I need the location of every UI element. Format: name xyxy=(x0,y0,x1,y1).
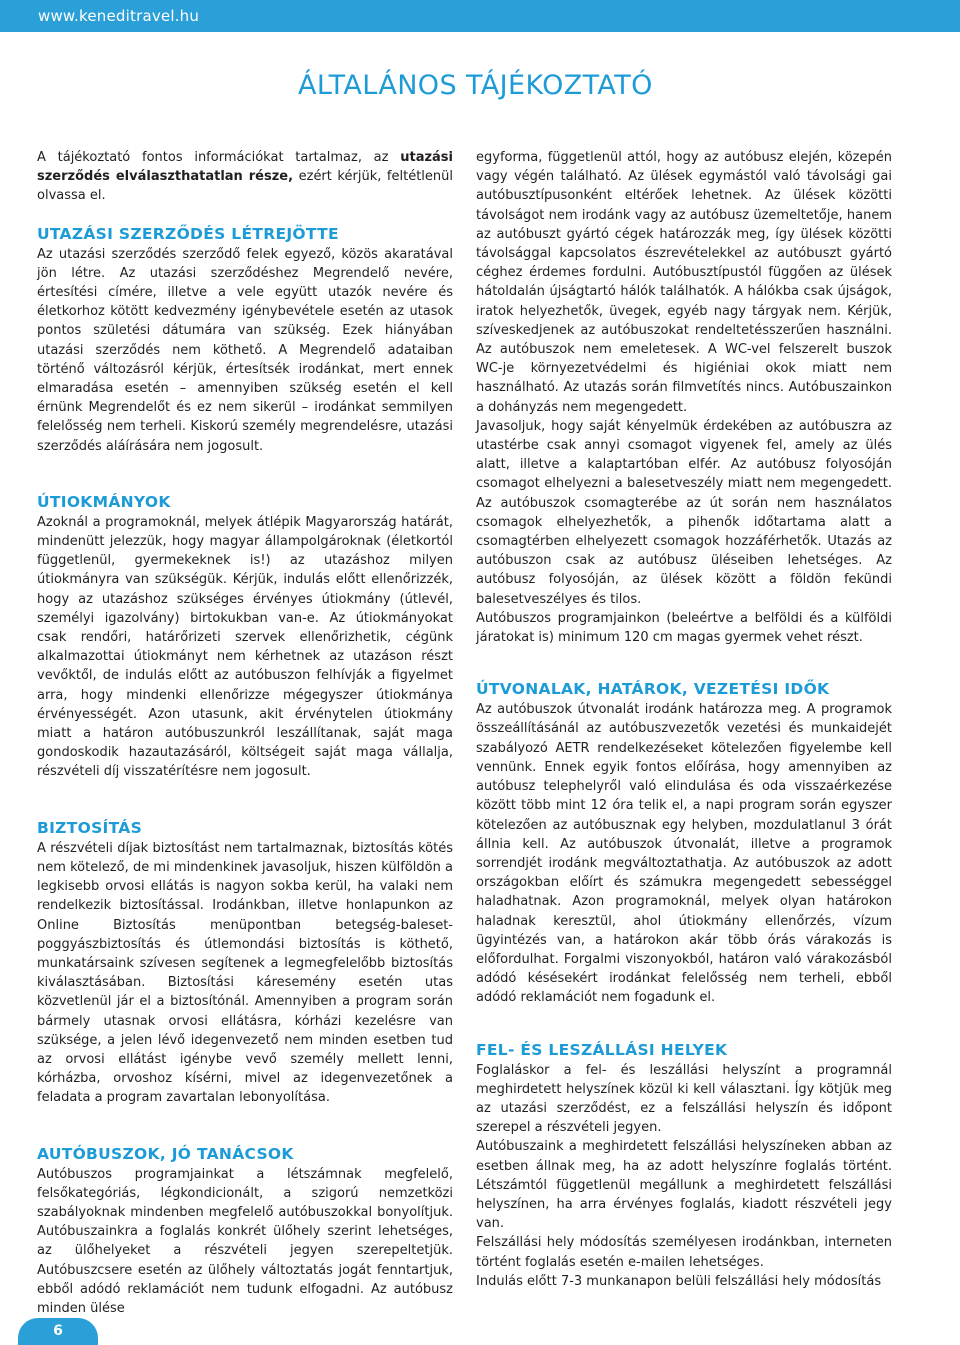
section-body-biztositas: A részvételi díjak biztosítást nem tartalmaznak, biztosítás kötés nem kötelező, de mi mindenkinek javasoljuk, hiszen külföldön a legkisebb orvosi ellátás is nagyon sokba kerül, ha valaki nem rendelkezik biztosítással. Irodánkban, illetve honlapunkon az Online Biztosítás menüpontban betegség-baleset-poggyászbiztosítás és útlemondási biztosítás is köthető, munkatársaink szívesen segítenek a legmegfelelőbb biztosítás kiválasztásában. Biztosítási káresemény esetén utas közvetlenül jár el a biztosítónál. Amennyiben a program során bármely utasnak orvosi ellátásra, kórházi kezelésre van szüksége, a jelen lévő idegenvezető nem minden esetben tud az orvosi ellátást igénybe vevő személy mellett lenni, kórházba, orvoshoz kísérni, mivel az idegenvezetőnek a feladata a program zavartalan lebonyolítása. xyxy=(37,840,453,1106)
section-heading-felszallasi: FEL- ÉS LESZÁLLÁSI HELYEK xyxy=(476,1040,728,1059)
section-heading-utiokmanyok: ÚTIOKMÁNYOK xyxy=(37,492,171,511)
section-body-szerzodes: Az utazási szerződés szerződő felek egyező, közös akaratával jön létre. Az utazási szerződéshez Megrendelő nevére, értesítési címére, illetve a vele együtt utazók nevére és életkorhoz kötött kedvezmény igénybevétele esetén az utasok pontos születési dátumára van szükség. Ezek hiányában utazási szerződés nem köthető. A Megrendelő adataiban történő változásról kérjük, értesítsék irodánkat, mert ennek elmaradása esetén – amennyiben szükség esetén el kell érnünk Megrendelőt és ez nem sikerül – irodánkat semmilyen felelősség nem terheli. Kiskorú személy megrendelésre, utazási szerződés aláírására nem jogosult. xyxy=(37,246,453,454)
right-column xyxy=(476,148,892,1291)
intro-paragraph xyxy=(37,148,453,206)
left-column xyxy=(37,148,453,1318)
intro-text: A tájékoztató fontos információkat tartalmaz, az xyxy=(37,150,401,165)
section-heading-utvonalak: ÚTVONALAK, HATÁROK, VEZETÉSI IDŐK xyxy=(476,680,830,699)
section-heading-autobuszok: AUTÓBUSZOK, JÓ TANÁCSOK xyxy=(37,1144,294,1163)
section-body-autobuszok: Autóbuszos programjainkat a létszámnak megfelelő, felsőkategóriás, légkondicionált, a szigorú nemzetközi szabályoknak mindenben megfelelő autóbuszokkal bonyolítjuk. Autóbuszainkra a foglalás konkrét ülőhely szerint lehetséges, az ülőhelyeket a részvételi jegyen szerepeltetjük. Autóbuszcsere esetén az ülőhely változtatás jogát fenntartjuk, ebből adódó reklamációt nem tudunk elfogadni. Az autóbusz minden ülése xyxy=(37,1166,453,1316)
autobuszok-continued-2: Javasoljuk, hogy saját kényelmük érdekében az autóbuszra az utastérbe csak annyi csomagot vigyenek fel, amely az ülés alatt, illetve a kalaptartóban elfér. Az autóbusz folyosóján csomagot elhelyezni a balesetveszély miatt nem megengedett. Az autóbuszok csomagterébe az út során nem használatos csomagok elhelyezhetők, a pihenők időtartama alatt a csomagtérben elhelyezett csomagok hozzáférhetők. Utazás az autóbuszon csak az autóbusz üléseiben lehetséges. Az autóbusz folyosóján, az ülések között a földön fekündi balesetveszélyes és tilos. xyxy=(476,418,892,607)
page-title: ÁLTALÁNOS TÁJÉKOZTATÓ xyxy=(298,70,653,101)
section-heading-szerzodes: UTAZÁSI SZERZŐDÉS LÉTREJÖTTE xyxy=(37,224,339,243)
page-number-tab xyxy=(0,1318,110,1345)
header-bar xyxy=(0,0,960,32)
felszallasi-paragraph-3: Felszállási hely módosítás személyesen irodánkban, interneten történt foglalás esetén e-mailen lehetséges. xyxy=(476,1235,892,1270)
intro-bold-text: utazási szerződés elválaszthatatlan része, xyxy=(37,150,453,185)
site-url[interactable]: www.keneditravel.hu xyxy=(38,7,200,25)
felszallasi-paragraph-1: Foglaláskor a fel- és leszállási helyszínt a programnál meghirdetett helyszínek közül ki kell választani. Így kötjük meg az utazási szerződést, ez a felszállási helyszín és időpont szerepel a részvételi jegyen. xyxy=(476,1062,892,1136)
autobuszok-continued-1: egyforma, függetlenül attól, hogy az autóbusz elején, közepén vagy végén található. Az ülések egymástól való távolsági gai autóbusztípusonként eltérőek lehetnek. Az ülések közötti távolságot nem irodánk vagy az autóbusz üzemeltetője, hanem az autóbuszt gyártó cégek határozzák meg, így ülések közötti távolsággal kapcsolatos észrevételekkel az autóbuszt gyártó céghez érdemes fordulni. Autóbusztípustól függően az ülések hátoldalán újságtartó hálók találhatók. A hálókba csak újságok, iratok helyezhetők, üvegek, egyéb nagy tárgyak nem. Kérjük, szíveskedjenek az autóbuszokat rendeltetésszerűen használni. Az autóbuszok nem emeletesek. A WC-vel felszerelt buszok WC-je környezetvédelmi és higiéniai okok miatt nem használható. Az utazás során filmvetítés nincs. Autóbuszainkon a dohányzás nem megengedett. xyxy=(476,150,892,415)
felszallasi-paragraph-2: Autóbuszaink a meghirdetett felszállási helyszíneken abban az esetben állnak meg, ha az adott helyszínre foglalás történt. Létszámtól függetlenül megállunk a meghirdetett felszállási helyszínen, ha arra érvényes foglalás, kiadott részvételi jegy van. xyxy=(476,1139,892,1232)
intro-text-end: ezért kérjük, feltétlenül olvassa el. xyxy=(37,169,453,204)
felszallasi-paragraph-4: Indulás előtt 7-3 munkanapon belüli felszállási hely módosítás xyxy=(476,1273,882,1289)
page-number: 6 xyxy=(53,1323,63,1339)
section-body-utvonalak: Az autóbuszok útvonalát irodánk határozza meg. A programok összeállításánál az autóbuszvezetők vezetési és munkaidejét szabályozó AETR rendelkezéseket kötelezően figyelembe kell vennünk. Ennek egyik fontos előírása, hogy amennyiben az autóbusz telephelyről való elindulása és oda visszaérkezése között több mint 12 óra telik el, a napi program során egyszer kötelezően az autóbusznak egy helyben, mozdulatlanul 3 órát állnia kell. Az autóbuszok útvonalát, illetve a programok sorrendjét irodánk megváltoztathatja. Az autóbuszok az adott országokban előírt és számukra megengedett sebességgel haladhatnak. Azon programoknál, melyek olyan határokon haladnak keresztül, ahol útiokmány ellenőrzés, vízum ügyintézés van, a határokon akár több órás várakozás is előfordulhat. Forgalmi viszonyokból, határon való várakozásból adódó késésekért irodánkat felelősség nem terheli, ebből adódó reklamációt nem fogadunk el. xyxy=(476,702,892,1006)
autobuszok-continued-3: Autóbuszos programjainkon (beleértve a belföldi és a külföldi járatokat is) minimum 120 cm magas gyermek vehet részt. xyxy=(476,610,892,646)
section-body-utiokmanyok: Azoknál a programoknál, melyek átlépik Magyarország határát, mindenütt jelezzük, hogy magyar állampolgároknak (életkortól függetlenül, gyermekeknek is!) az utazáshoz milyen útiokmányra van szükségük. Kérjük, indulás előtt ellenőrizzék, hogy az utazáshoz szükséges érvényes útiokmány (útlevél, személyi igazolvány) birtokukban van-e. Az útiokmányokat csak rendőri, határőrizeti szervek ellenőrizhetik, cégünk alkalmazottai útiokmányt nem kérhetnek az utazáson részt vevőktől, de indulás előtt az autóbuszon felhívják a figyelmet arra, hogy mindenki ellenőrizze mégegyszer útiokmánya érvényességét. Azon utasunk, akit érvénytelen útiokmány miatt a határon autóbuszunkról leszállítanak, saját maga gondoskodik hazautazásáról, költségeit saját maga vállalja, részvételi díj visszatérítésre nem jogosult. xyxy=(37,514,453,780)
section-heading-biztositas: BIZTOSÍTÁS xyxy=(37,818,143,837)
